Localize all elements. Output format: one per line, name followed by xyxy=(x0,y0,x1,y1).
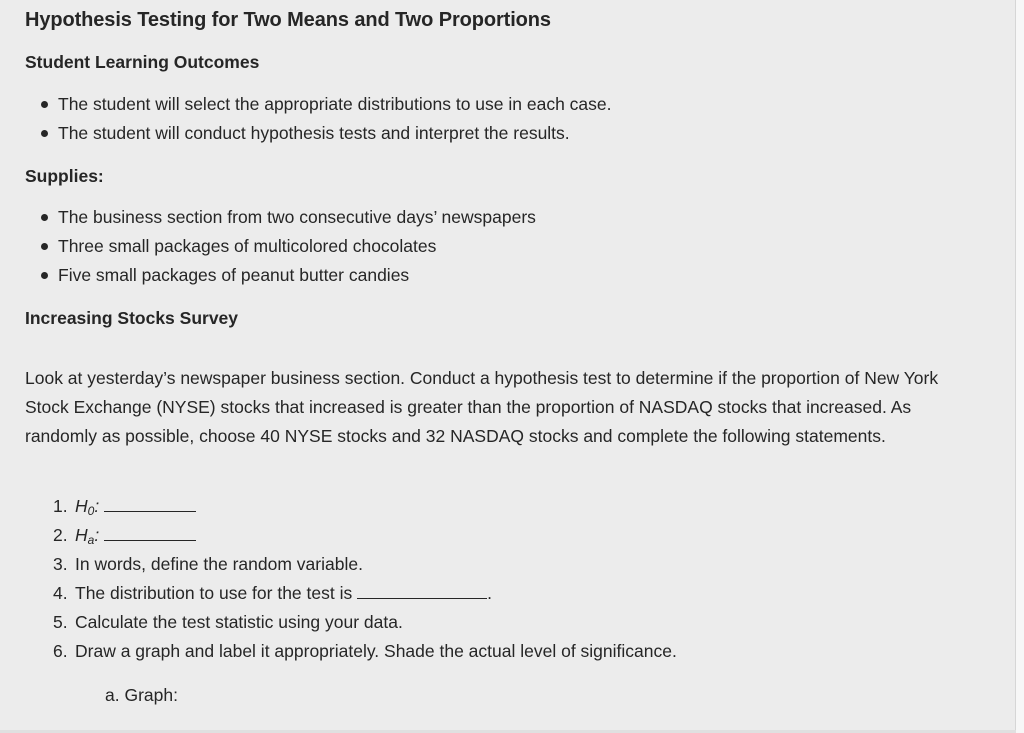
survey-paragraph: Look at yesterday’s newspaper business section. Conduct a hypothesis test to determine if the proportion of New York Stock Exchange (NYSE) stocks that increased is greater than the proportion of NASDAQ stocks that increased. As randomly as possible, choose 40 NYSE stocks and 32 NASDAQ stocks and complete the following statements. xyxy=(25,368,939,446)
ha-answer-blank[interactable] xyxy=(104,522,196,541)
step-item: 1. $H_0$: xyxy=(53,492,677,521)
survey-heading: Increasing Stocks Survey xyxy=(25,308,239,328)
outcomes-list xyxy=(58,90,612,148)
step-item: 4. The distribution to use for the test is . xyxy=(53,579,677,608)
h0-answer-blank[interactable] xyxy=(104,493,196,512)
step-item: 3. In words, define the random variable. xyxy=(53,554,363,574)
outcomes-heading: Student Learning Outcomes xyxy=(25,52,260,72)
list-item: The student will select the appropriate distributions to use in each case. xyxy=(58,90,612,119)
page-title: Hypothesis Testing for Two Means and Two Proportions xyxy=(25,9,551,31)
list-item: The student will conduct hypothesis tests and interpret the results. xyxy=(58,119,612,148)
step-item: 5. Calculate the test statistic using your data. xyxy=(53,612,403,632)
steps-list xyxy=(53,492,677,666)
distribution-answer-blank[interactable] xyxy=(357,580,487,599)
supplies-heading: Supplies: xyxy=(25,166,104,186)
h0-symbol: $H_0$: xyxy=(75,496,100,518)
list-item: Three small packages of multicolored chocolates xyxy=(58,232,536,261)
graph-sub-item: a. Graph: xyxy=(105,685,178,705)
step-item: 2. $H_a$: xyxy=(53,521,677,550)
step-item: 6. Draw a graph and label it appropriately. Shade the actual level of significance. xyxy=(53,641,677,661)
list-item: The business section from two consecutive days’ newspapers xyxy=(58,203,536,232)
supplies-list xyxy=(58,203,536,290)
page-right-edge xyxy=(1015,0,1024,733)
ha-symbol: $H_a$: xyxy=(75,525,100,547)
list-item: Five small packages of peanut butter candies xyxy=(58,261,536,290)
